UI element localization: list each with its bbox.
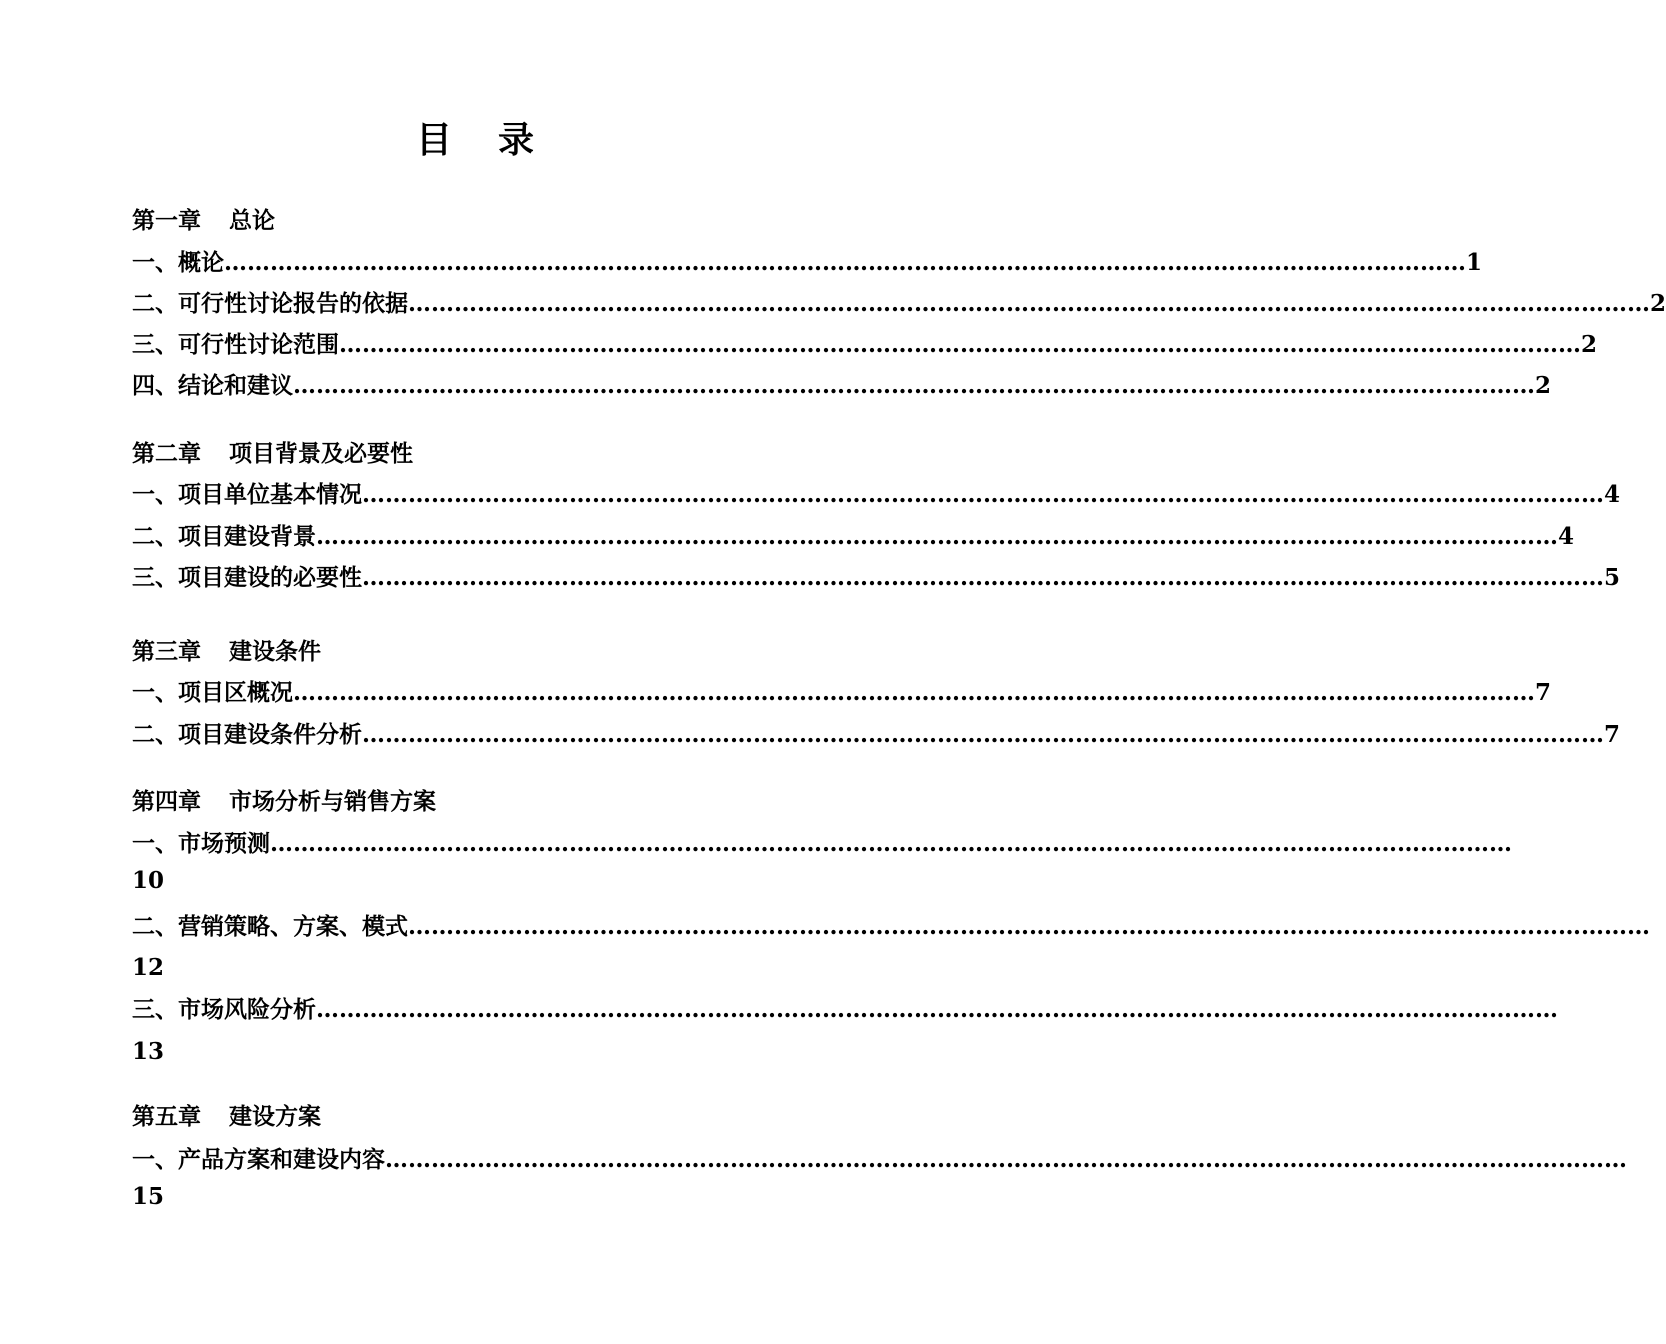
toc-title-right: 录 (498, 119, 535, 161)
toc-entry-page: 10 (132, 867, 165, 894)
toc-entry-label: 一、项目单位基本情况 (132, 481, 362, 508)
toc-entry[interactable] (132, 1143, 1627, 1177)
chapter-name: 建设条件 (229, 638, 321, 665)
dot-leader: ……………………………………………………………………………………………………………………………………………… (316, 996, 1558, 1023)
toc-entry-label: 二、可行性讨论报告的依据 (132, 290, 408, 317)
dot-leader: ……………………………………………………………………………………………………………………………………………… (270, 830, 1512, 857)
toc-entry[interactable] (132, 369, 1552, 403)
toc-entry[interactable] (132, 328, 1598, 362)
toc-entry-page: 1 (1466, 249, 1483, 276)
toc-entry[interactable] (132, 993, 1558, 1027)
toc-entry-page: 13 (132, 1038, 165, 1065)
chapter-name: 市场分析与销售方案 (229, 788, 436, 815)
chapter-name: 总论 (229, 207, 275, 234)
dot-leader: ……………………………………………………………………………………………………………………………………………… (316, 523, 1558, 550)
dot-leader: ……………………………………………………………………………………………………………………………………………… (408, 290, 1650, 317)
toc-entry-label: 三、可行性讨论范围 (132, 331, 339, 358)
toc-entry-page: 7 (1535, 679, 1552, 706)
toc-entry[interactable] (132, 676, 1552, 710)
toc-entry-page: 2 (1650, 290, 1666, 317)
chapter-number: 第一章 (132, 207, 201, 234)
dot-leader: ……………………………………………………………………………………………………………………………………………… (408, 913, 1650, 940)
dot-leader: ……………………………………………………………………………………………………………………………………………… (362, 481, 1604, 508)
toc-entry-page: 5 (1604, 564, 1621, 591)
toc-entry-page: 12 (132, 954, 165, 981)
toc-entry-page: 4 (1558, 523, 1575, 550)
chapter-number: 第五章 (132, 1103, 201, 1130)
toc-entry[interactable] (132, 246, 1483, 280)
chapter-heading[interactable] (132, 785, 818, 819)
toc-entry[interactable] (132, 287, 1666, 321)
toc-entry-label: 二、营销策略、方案、模式 (132, 913, 408, 940)
dot-leader: ……………………………………………………………………………………………………………………………………………… (362, 721, 1604, 748)
toc-entry-label: 一、市场预测 (132, 830, 270, 857)
toc-entry-page: 2 (1535, 372, 1552, 399)
dot-leader: ……………………………………………………………………………………………………………………………………………… (224, 249, 1466, 276)
dot-leader: ……………………………………………………………………………………………………………………………………………… (293, 679, 1535, 706)
toc-entry-label: 一、概论 (132, 249, 224, 276)
toc-entry-label: 二、项目建设条件分析 (132, 721, 362, 748)
toc-entry-label: 一、项目区概况 (132, 679, 293, 706)
toc-entry[interactable] (132, 478, 1621, 512)
toc-entry-page: 15 (132, 1183, 165, 1210)
chapter-heading[interactable] (132, 1100, 818, 1134)
dot-leader: ……………………………………………………………………………………………………………………………………………… (385, 1146, 1627, 1173)
toc-entry-page: 4 (1604, 481, 1621, 508)
toc-entry[interactable] (132, 520, 1575, 554)
chapter-heading[interactable] (132, 635, 818, 669)
dot-leader: ……………………………………………………………………………………………………………………………………………… (293, 372, 1535, 399)
toc-entry-label: 四、结论和建议 (132, 372, 293, 399)
toc-entry-label: 一、产品方案和建设内容 (132, 1146, 385, 1173)
chapter-heading[interactable] (132, 204, 818, 238)
dot-leader: ……………………………………………………………………………………………………………………………………………… (339, 331, 1581, 358)
chapter-name: 项目背景及必要性 (229, 440, 413, 467)
toc-entry-label: 三、项目建设的必要性 (132, 564, 362, 591)
toc-entry[interactable] (132, 827, 1512, 861)
toc-entry-page: 2 (1581, 331, 1598, 358)
toc-title-left: 目 (415, 119, 452, 161)
toc-entry-label: 三、市场风险分析 (132, 996, 316, 1023)
toc-entry[interactable] (132, 910, 1650, 944)
chapter-number: 第三章 (132, 638, 201, 665)
dot-leader: ……………………………………………………………………………………………………………………………………………… (362, 564, 1604, 591)
toc-entry-page: 7 (1604, 721, 1621, 748)
chapter-heading[interactable] (132, 437, 818, 471)
toc-entry-label: 二、项目建设背景 (132, 523, 316, 550)
chapter-number: 第四章 (132, 788, 201, 815)
toc-entry[interactable] (132, 718, 1621, 752)
toc-title (0, 112, 950, 163)
chapter-number: 第二章 (132, 440, 201, 467)
toc-entry[interactable] (132, 561, 1621, 595)
chapter-name: 建设方案 (229, 1103, 321, 1130)
